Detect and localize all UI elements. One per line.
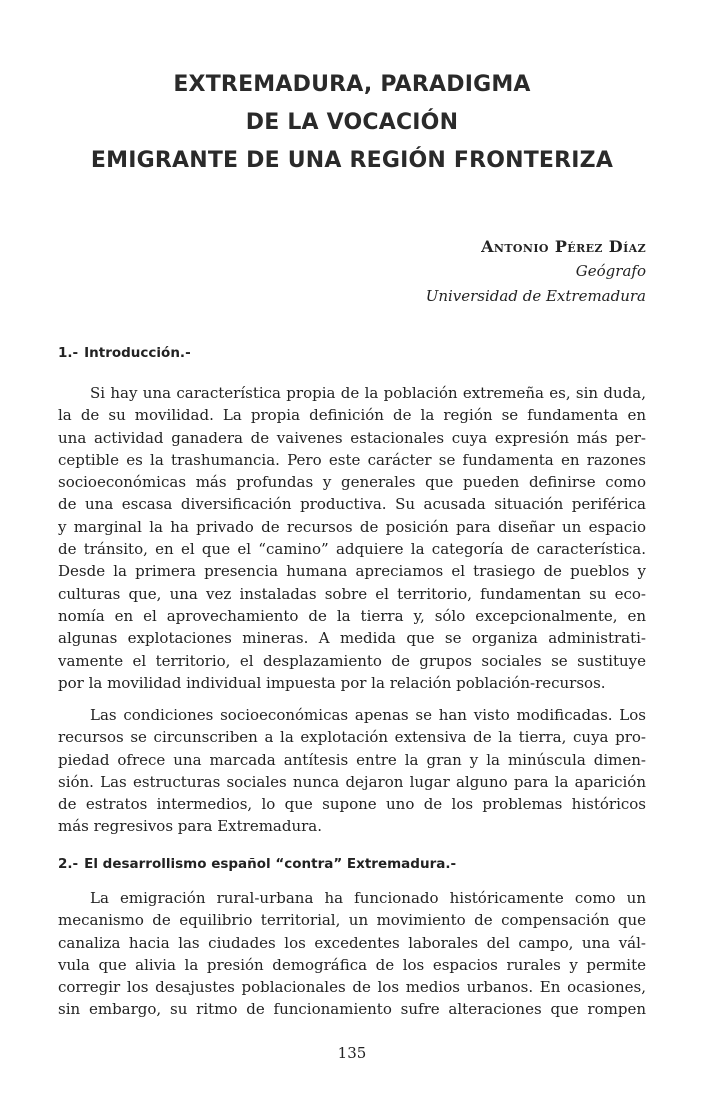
page	[58, 0, 646, 1103]
text-line: sión. Las estructuras sociales nunca dejaron lugar alguno para la aparición	[58, 772, 646, 791]
paragraph-intro-1	[58, 382, 646, 694]
text-line: más regresivos para Extremadura.	[58, 817, 323, 836]
author-institution: Universidad de Extremadura	[425, 287, 646, 305]
text-line: Si hay una característica propia de la población extremeña es, sin duda,	[90, 384, 646, 402]
text-line: canaliza hacia las ciudades los excedentes laborales del campo, una vál-	[58, 933, 646, 952]
title-line: EXTREMADURA, PARADIGMA	[173, 72, 531, 97]
text-line: una actividad ganadera de vaivenes estacionales cuya expresión más per-	[58, 428, 646, 447]
text-line: de tránsito, en el que el “camino” adquiere la categoría de característica.	[58, 540, 646, 559]
title-line: DE LA VOCACIÓN	[245, 110, 459, 135]
text-line: nomía en el aprovechamiento de la tierra y, sólo excepcionalmente, en	[58, 606, 646, 625]
section-heading-2	[58, 856, 456, 872]
text-line: de estratos intermedios, lo que supone uno de los problemas históricos	[58, 795, 646, 814]
text-line: socioeconómicas más profundas y generales que pueden definirse como	[58, 473, 646, 492]
text-line: La emigración rural-urbana ha funcionado históricamente como un	[90, 889, 646, 907]
text-line: mecanismo de equilibrio territorial, un movimiento de compensación que	[58, 911, 646, 930]
section-title: Introducción.-	[84, 345, 191, 361]
text-line: de una escasa diversificación productiva. Su acusada situación periférica	[58, 495, 646, 514]
text-line: algunas explotaciones mineras. A medida que se organiza administrati-	[58, 629, 646, 648]
text-line: y marginal la ha privado de recursos de posición para diseñar un espacio	[58, 517, 646, 536]
text-line: culturas que, una vez instaladas sobre el territorio, fundamentan su eco-	[58, 584, 646, 603]
text-line: ceptible es la trashumancia. Pero este carácter se fundamenta en razones	[58, 450, 646, 469]
text-line: vamente el territorio, el desplazamiento de grupos sociales se sustituye	[58, 651, 646, 670]
text-line: recursos se circunscriben a la explotación extensiva de la tierra, cuya pro-	[58, 728, 646, 747]
title-line: EMIGRANTE DE UNA REGIÓN FRONTERIZA	[90, 148, 614, 173]
author-block	[426, 234, 646, 309]
text-line: piedad ofrece una marcada antítesis entre la gran y la minúscula dimen-	[58, 750, 646, 769]
text-line: corregir los desajustes poblacionales de los medios urbanos. En ocasiones,	[58, 978, 646, 997]
text-line: por la movilidad individual impuesta por la relación población-recursos.	[58, 673, 606, 692]
section-heading-1	[58, 345, 191, 361]
article-title	[58, 66, 646, 180]
section-title: El desarrollismo español “contra” Extremadura.-	[84, 856, 457, 872]
section-number: 1.-	[58, 345, 79, 361]
text-line: vula que alivia la presión demográfica de los espacios rurales y permite	[58, 955, 646, 974]
text-line: Desde la primera presencia humana apreciamos el trasiego de pueblos y	[58, 562, 646, 581]
paragraph-section-2	[58, 887, 646, 1021]
author-name: Antonio Pérez Díaz	[481, 237, 646, 256]
text-line: Las condiciones socioeconómicas apenas se han visto modificadas. Los	[90, 706, 646, 724]
text-line: la de su movilidad. La propia definición de la región se fundamenta en	[58, 406, 646, 425]
paragraph-intro-2	[58, 704, 646, 838]
section-number: 2.-	[58, 856, 79, 872]
text-line: sin embargo, su ritmo de funcionamiento sufre alteraciones que rompen	[58, 1000, 646, 1019]
page-number: 135	[337, 1044, 367, 1062]
author-role: Geógrafo	[575, 262, 646, 280]
